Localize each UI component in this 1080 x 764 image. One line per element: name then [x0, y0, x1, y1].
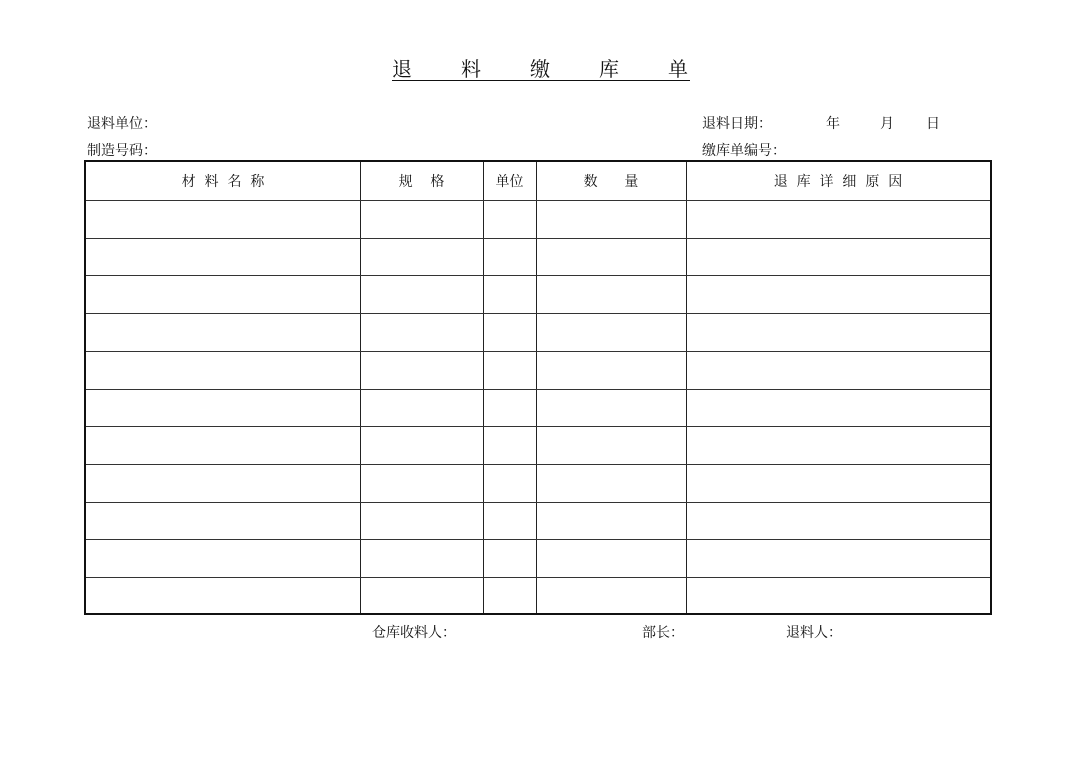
- quantity-cell[interactable]: [536, 502, 686, 540]
- table-row: [86, 275, 990, 313]
- table-row: [86, 502, 990, 540]
- specification-cell[interactable]: [360, 389, 483, 427]
- return-reason-cell[interactable]: [686, 389, 990, 427]
- specification-cell[interactable]: [360, 539, 483, 577]
- return-reason-cell[interactable]: [686, 577, 990, 615]
- returner-label: 退料人：: [786, 625, 842, 641]
- unit-cell[interactable]: [483, 426, 536, 464]
- material-name-cell[interactable]: [86, 502, 360, 540]
- return-unit-label: 退料单位：: [87, 116, 157, 132]
- table-row: [86, 426, 990, 464]
- quantity-cell[interactable]: [536, 313, 686, 351]
- material-name-cell[interactable]: [86, 200, 360, 238]
- unit-cell[interactable]: [483, 351, 536, 389]
- specification-cell[interactable]: [360, 275, 483, 313]
- table-row: [86, 313, 990, 351]
- material-name-cell[interactable]: [86, 238, 360, 276]
- return-reason-cell[interactable]: [686, 200, 990, 238]
- date-month-label: 月: [880, 116, 894, 132]
- title-char-2: 料: [461, 57, 481, 81]
- table-row: [86, 238, 990, 276]
- material-name-cell[interactable]: [86, 539, 360, 577]
- minister-label: 部长：: [642, 625, 684, 641]
- table-row: [86, 389, 990, 427]
- header-specification: 规 格: [398, 174, 445, 190]
- table-header-row: [86, 162, 990, 200]
- form-title: [360, 52, 720, 82]
- material-name-cell[interactable]: [86, 351, 360, 389]
- unit-cell[interactable]: [483, 502, 536, 540]
- return-reason-cell[interactable]: [686, 275, 990, 313]
- unit-cell[interactable]: [483, 464, 536, 502]
- return-reason-cell[interactable]: [686, 502, 990, 540]
- material-name-cell[interactable]: [86, 577, 360, 615]
- material-name-cell[interactable]: [86, 313, 360, 351]
- header-material-name: 材 料 名 称: [181, 174, 265, 190]
- header-return-reason: 退 库 详 细 原 因: [773, 174, 903, 190]
- unit-cell[interactable]: [483, 389, 536, 427]
- specification-cell[interactable]: [360, 313, 483, 351]
- return-reason-cell[interactable]: [686, 313, 990, 351]
- return-reason-cell[interactable]: [686, 426, 990, 464]
- unit-cell[interactable]: [483, 238, 536, 276]
- header-quantity: 数 量: [583, 174, 639, 190]
- material-return-table: [84, 160, 992, 615]
- return-date-label: 退料日期：: [702, 116, 772, 132]
- specification-cell[interactable]: [360, 426, 483, 464]
- return-reason-cell[interactable]: [686, 464, 990, 502]
- date-day-label: 日: [926, 116, 940, 132]
- quantity-cell[interactable]: [536, 426, 686, 464]
- quantity-cell[interactable]: [536, 275, 686, 313]
- quantity-cell[interactable]: [536, 577, 686, 615]
- quantity-cell[interactable]: [536, 238, 686, 276]
- date-year-label: 年: [826, 116, 840, 132]
- table-row: [86, 351, 990, 389]
- specification-cell[interactable]: [360, 577, 483, 615]
- unit-cell[interactable]: [483, 539, 536, 577]
- warehouse-receiver-label: 仓库收料人：: [372, 625, 456, 641]
- material-name-cell[interactable]: [86, 275, 360, 313]
- table-row: [86, 464, 990, 502]
- return-reason-cell[interactable]: [686, 238, 990, 276]
- table-row: [86, 539, 990, 577]
- return-reason-cell[interactable]: [686, 539, 990, 577]
- return-reason-cell[interactable]: [686, 351, 990, 389]
- unit-cell[interactable]: [483, 313, 536, 351]
- table-row: [86, 577, 990, 615]
- storage-no-label: 缴库单编号：: [702, 143, 786, 159]
- unit-cell[interactable]: [483, 275, 536, 313]
- quantity-cell[interactable]: [536, 539, 686, 577]
- material-name-cell[interactable]: [86, 464, 360, 502]
- specification-cell[interactable]: [360, 502, 483, 540]
- title-underline: [392, 80, 690, 81]
- specification-cell[interactable]: [360, 464, 483, 502]
- quantity-cell[interactable]: [536, 200, 686, 238]
- specification-cell[interactable]: [360, 238, 483, 276]
- manufacture-no-label: 制造号码：: [87, 143, 157, 159]
- title-char-4: 库: [599, 57, 619, 81]
- quantity-cell[interactable]: [536, 464, 686, 502]
- material-name-cell[interactable]: [86, 389, 360, 427]
- material-name-cell[interactable]: [86, 426, 360, 464]
- specification-cell[interactable]: [360, 351, 483, 389]
- title-char-3: 缴: [530, 57, 550, 81]
- title-char-1: 退: [392, 57, 412, 81]
- header-unit: 单位: [495, 174, 524, 190]
- table-row: [86, 200, 990, 238]
- specification-cell[interactable]: [360, 200, 483, 238]
- title-char-5: 单: [668, 57, 688, 81]
- quantity-cell[interactable]: [536, 351, 686, 389]
- unit-cell[interactable]: [483, 577, 536, 615]
- unit-cell[interactable]: [483, 200, 536, 238]
- quantity-cell[interactable]: [536, 389, 686, 427]
